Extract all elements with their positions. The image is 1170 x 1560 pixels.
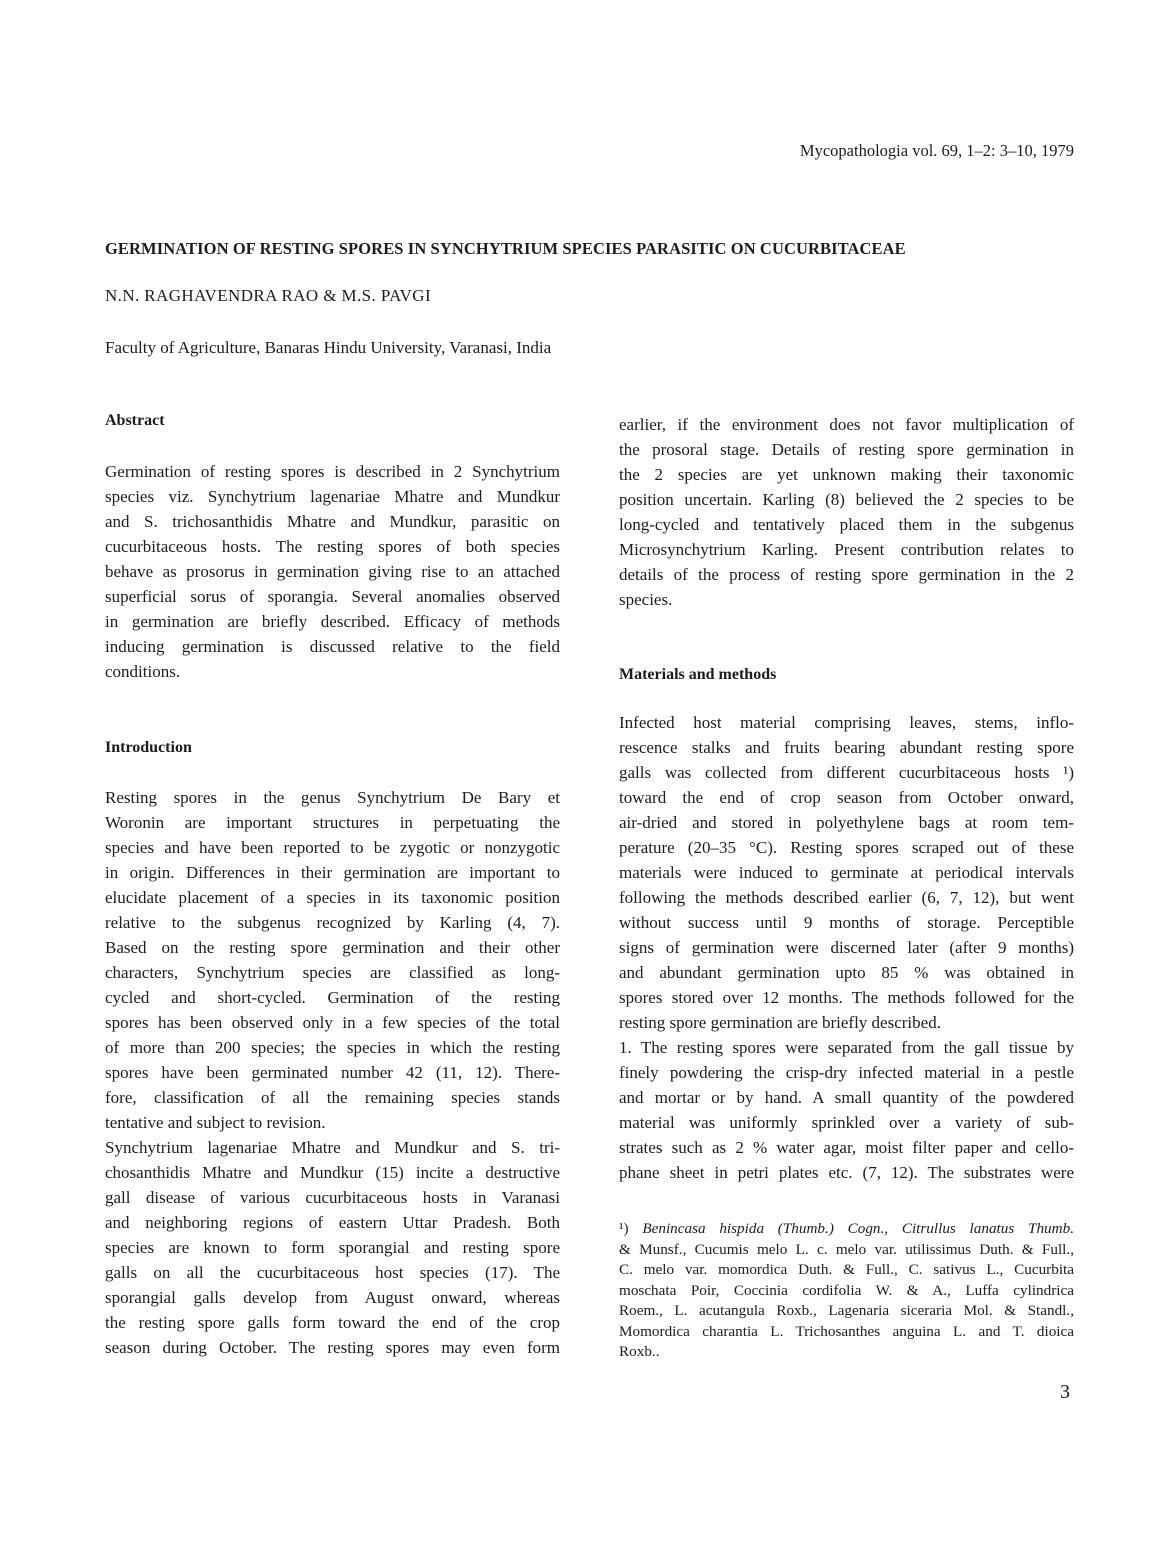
- methods-heading: Materials and methods: [619, 666, 777, 683]
- abstract-line: cucurbitaceous hosts. The resting spores of both species: [105, 537, 560, 556]
- intro-line: fore, classification of all the remaining species stands: [105, 1088, 560, 1107]
- abstract-line: species viz. Synchytrium lagenariae Mhatre and Mundkur: [105, 487, 560, 506]
- abstract-line: inducing germination is discussed relative to the field: [105, 637, 560, 656]
- methods-line: phane sheet in petri plates etc. (7, 12). The substrates were: [619, 1163, 1074, 1182]
- methods-line: galls was collected from different cucurbitaceous hosts ¹): [619, 763, 1074, 782]
- intro-line: of more than 200 species; the species in which the resting: [105, 1038, 560, 1057]
- footnote: [619, 1219, 1074, 1363]
- intro-line: tentative and subject to revision.: [105, 1113, 326, 1132]
- intro-line: gall disease of various cucurbitaceous hosts in Varanasi: [105, 1188, 560, 1207]
- methods-line: perature (20–35 °C). Resting spores scraped out of these: [619, 838, 1074, 857]
- page-number: 3: [1060, 1381, 1070, 1403]
- methods-line: air-dried and stored in polyethylene bags at room tem-: [619, 813, 1074, 832]
- intro-line: elucidate placement of a species in its taxonomic position: [105, 888, 560, 907]
- intro-line: the resting spore galls form toward the end of the crop: [105, 1313, 560, 1332]
- intro-line: species are known to form sporangial and resting spore: [105, 1238, 560, 1257]
- footnote-line: Roxb..: [619, 1343, 660, 1360]
- methods-line: Infected host material comprising leaves, stems, inflo-: [619, 713, 1074, 732]
- footnote-line: & Munsf., Cucumis melo L. c. melo var. utilissimus Duth. & Full.,: [619, 1240, 1074, 1258]
- intro-cont-line: species.: [619, 590, 673, 609]
- abstract-body: [105, 459, 560, 684]
- abstract-line: conditions.: [105, 662, 181, 681]
- journal-citation: Mycopathologia vol. 69, 1–2: 3–10, 1979: [799, 141, 1074, 160]
- footnote-line: Momordica charantia L. Trichosanthes anguina L. and T. dioica: [619, 1322, 1074, 1340]
- methods-line: signs of germination were discerned later (after 9 months): [619, 938, 1074, 957]
- intro-cont-line: the prosoral stage. Details of resting spore germination in: [619, 440, 1074, 459]
- abstract-section: [105, 408, 560, 433]
- methods-line: following the methods described earlier (6, 7, 12), but went: [619, 888, 1074, 907]
- affiliation: Faculty of Agriculture, Banaras Hindu University, Varanasi, India: [105, 338, 552, 357]
- intro-line: Synchytrium lagenariae Mhatre and Mundkur and S. tri-: [105, 1138, 560, 1157]
- methods-line: toward the end of crop season from October onward,: [619, 788, 1074, 807]
- methods-line: spores stored over 12 months. The methods followed for the: [619, 988, 1074, 1007]
- methods-line: material was uniformly sprinkled over a variety of sub-: [619, 1113, 1074, 1132]
- methods-line: strates such as 2 % water agar, moist filter paper and cello-: [619, 1138, 1074, 1157]
- methods-line: rescence stalks and fruits bearing abundant resting spore: [619, 738, 1074, 757]
- methods-section: [619, 662, 1074, 687]
- methods-line: and mortar or by hand. A small quantity of the powdered: [619, 1088, 1074, 1107]
- introduction-body: [105, 785, 560, 1360]
- methods-line: 1. The resting spores were separated from the gall tissue by: [619, 1038, 1074, 1057]
- abstract-line: and S. trichosanthidis Mhatre and Mundkur, parasitic on: [105, 512, 560, 531]
- footnote-line: moschata Poir, Coccinia cordifolia W. & A., Luffa cylindrica: [619, 1281, 1074, 1299]
- intro-line: spores have been germinated number 42 (11, 12). There-: [105, 1063, 560, 1082]
- authors: N.N. RAGHAVENDRA RAO & M.S. PAVGI: [105, 286, 432, 305]
- introduction-section: [105, 735, 560, 760]
- intro-line: relative to the subgenus recognized by Karling (4, 7).: [105, 913, 560, 932]
- intro-line: galls on all the cucurbitaceous host species (17). The: [105, 1263, 560, 1282]
- abstract-line: Germination of resting spores is described in 2 Synchytrium: [105, 462, 560, 481]
- footnote-line: C. melo var. momordica Duth. & Full., C. sativus L., Cucurbita: [619, 1261, 1074, 1278]
- introduction-heading: Introduction: [105, 739, 192, 756]
- intro-line: season during October. The resting spores may even form: [105, 1338, 560, 1357]
- intro-cont-line: the 2 species are yet unknown making their taxonomic: [619, 465, 1074, 484]
- intro-cont-line: long-cycled and tentatively placed them in the subgenus: [619, 515, 1074, 534]
- intro-line: species and have been reported to be zygotic or nonzygotic: [105, 838, 560, 857]
- intro-line: cycled and short-cycled. Germination of the resting: [105, 988, 560, 1007]
- abstract-line: superficial sorus of sporangia. Several anomalies observed: [105, 587, 560, 606]
- footnote-line: ¹) Benincasa hispida (Thumb.) Cogn., Citrullus lanatus Thumb.: [619, 1220, 1074, 1237]
- intro-line: Based on the resting spore germination and their other: [105, 938, 560, 957]
- methods-line: materials were induced to germinate at periodical intervals: [619, 863, 1074, 882]
- methods-line: resting spore germination are briefly described.: [619, 1013, 941, 1032]
- intro-line: characters, Synchytrium species are classified as long-: [105, 963, 560, 982]
- intro-line: sporangial galls develop from August onward, whereas: [105, 1288, 560, 1307]
- abstract-line: behave as prosorus in germination giving rise to an attached: [105, 562, 560, 581]
- intro-cont-line: earlier, if the environment does not favor multiplication of: [619, 415, 1074, 434]
- introduction-continued: [619, 412, 1074, 612]
- footnote-marker: ¹): [619, 1220, 629, 1237]
- intro-cont-line: Microsynchytrium Karling. Present contribution relates to: [619, 540, 1074, 559]
- abstract-line: in germination are briefly described. Efficacy of methods: [105, 612, 560, 631]
- intro-line: spores has been observed only in a few species of the total: [105, 1013, 560, 1032]
- intro-cont-line: details of the process of resting spore germination in the 2: [619, 565, 1074, 584]
- abstract-heading: Abstract: [105, 412, 165, 429]
- intro-line: Woronin are important structures in perpetuating the: [105, 813, 560, 832]
- intro-line: Resting spores in the genus Synchytrium De Bary et: [105, 788, 560, 807]
- footnote-line: Roem., L. acutangula Roxb., Lagenaria siceraria Mol. & Standl.,: [619, 1302, 1074, 1319]
- paper-title: GERMINATION OF RESTING SPORES IN SYNCHYTRIUM SPECIES PARASITIC ON CUCURBITACEAE: [105, 239, 906, 258]
- methods-line: and abundant germination upto 85 % was obtained in: [619, 963, 1074, 982]
- methods-body: [619, 710, 1074, 1185]
- intro-line: and neighboring regions of eastern Uttar Pradesh. Both: [105, 1213, 560, 1232]
- intro-line: in origin. Differences in their germination are important to: [105, 863, 560, 882]
- intro-line: chosanthidis Mhatre and Mundkur (15) incite a destructive: [105, 1163, 560, 1182]
- methods-line: without success until 9 months of storage. Perceptible: [619, 913, 1074, 932]
- methods-line: finely powdering the crisp-dry infected material in a pestle: [619, 1063, 1074, 1082]
- intro-cont-line: position uncertain. Karling (8) believed the 2 species to be: [619, 490, 1074, 509]
